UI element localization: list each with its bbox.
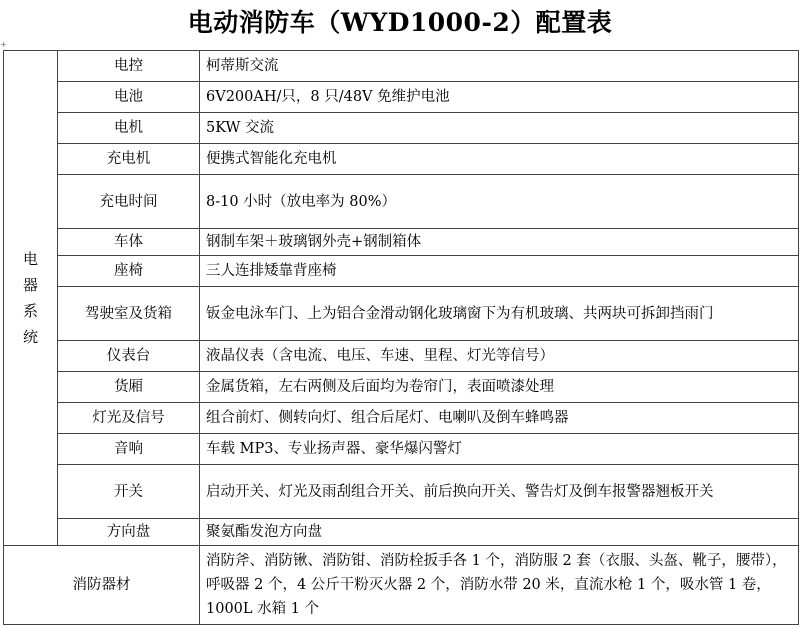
row-label: 电机 — [58, 113, 200, 144]
table-row — [4, 465, 799, 519]
table-row — [4, 403, 799, 434]
table-row — [4, 82, 799, 113]
row-label: 电控 — [58, 51, 200, 82]
row-value: 消防斧、消防锹、消防钳、消防栓扳手各 1 个，消防服 2 套（衣服、头盔、靴子，腰带），呼吸器 2 个，4 公斤干粉灭火器 2 个，消防水带 20 米，直流水枪 1 个，吸水管 1 卷，1000L 水箱 1 个 — [200, 546, 799, 625]
row-value: 聚氨酯发泡方向盘 — [200, 519, 799, 546]
row-value: 钢制车架＋玻璃钢外壳+钢制箱体 — [200, 229, 799, 256]
table-row — [4, 519, 799, 546]
row-label: 货厢 — [58, 372, 200, 403]
row-label: 音响 — [58, 434, 200, 465]
row-value: 金属货箱，左右两侧及后面均为卷帘门，表面喷漆处理 — [200, 372, 799, 403]
table-row — [4, 113, 799, 144]
category-label: 电器系统 — [22, 250, 38, 346]
row-value: 钣金电泳车门、上为铝合金滑动钢化玻璃窗下为有机玻璃、共两块可拆卸挡雨门 — [200, 287, 799, 341]
table-row — [4, 341, 799, 372]
row-value: 8-10 小时（放电率为 80%） — [200, 175, 799, 229]
table-row — [4, 372, 799, 403]
row-label: 车体 — [58, 229, 200, 256]
table-row — [4, 229, 799, 256]
row-value: 组合前灯、侧转向灯、组合后尾灯、电喇叭及倒车蜂鸣器 — [200, 403, 799, 434]
row-value: 液晶仪表（含电流、电压、车速、里程、灯光等信号） — [200, 341, 799, 372]
document-title: 电动消防车（WYD1000-2）配置表 — [187, 8, 613, 37]
row-value: 启动开关、灯光及雨刮组合开关、前后换向开关、警告灯及倒车报警器翘板开关 — [200, 465, 799, 519]
row-value: 便携式智能化充电机 — [200, 144, 799, 175]
table-row — [4, 51, 799, 82]
table-row — [4, 256, 799, 287]
row-label: 驾驶室及货箱 — [58, 287, 200, 341]
row-value: 柯蒂斯交流 — [200, 51, 799, 82]
row-value: 6V200AH/只，8 只/48V 免维护电池 — [200, 82, 799, 113]
category-fire-equipment: 消防器材 — [4, 546, 200, 625]
row-label: 灯光及信号 — [58, 403, 200, 434]
row-label: 方向盘 — [58, 519, 200, 546]
table-row — [4, 287, 799, 341]
config-table — [3, 50, 799, 625]
row-label: 座椅 — [58, 256, 200, 287]
row-label: 充电机 — [58, 144, 200, 175]
corner-mark: + — [0, 40, 7, 49]
table-row — [4, 144, 799, 175]
row-label: 仪表台 — [58, 341, 200, 372]
table-row — [4, 434, 799, 465]
row-value: 5KW 交流 — [200, 113, 799, 144]
row-value: 车载 MP3、专业扬声器、豪华爆闪警灯 — [200, 434, 799, 465]
table-row — [4, 546, 799, 625]
row-label: 开关 — [58, 465, 200, 519]
row-value: 三人连排矮靠背座椅 — [200, 256, 799, 287]
category-electrical — [4, 51, 58, 546]
table-row — [4, 175, 799, 229]
row-label: 充电时间 — [58, 175, 200, 229]
row-label: 电池 — [58, 82, 200, 113]
